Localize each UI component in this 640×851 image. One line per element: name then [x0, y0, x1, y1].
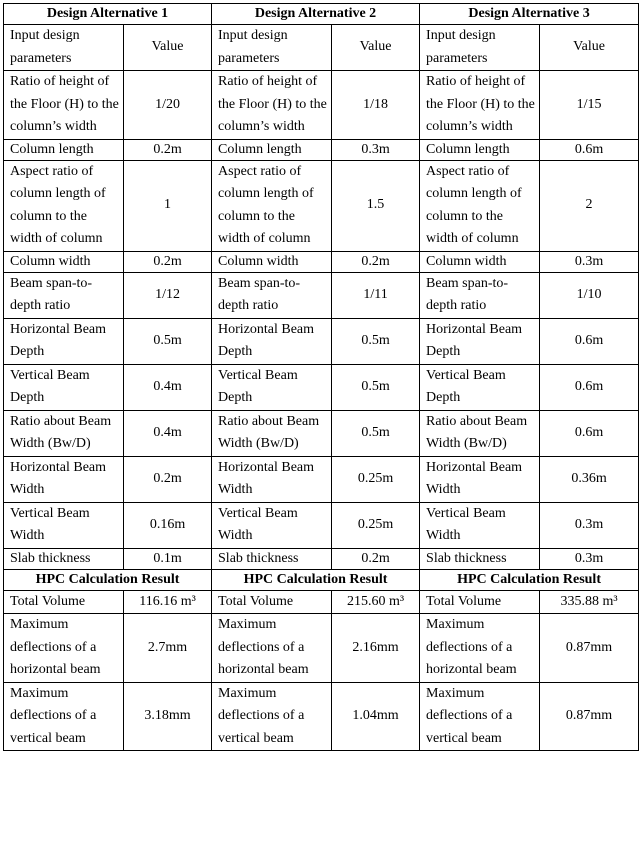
- parameter-value: 0.6m: [540, 318, 639, 364]
- parameter-label: Ratio about Beam Width (Bw/D): [420, 410, 540, 456]
- result-label: Maximum deflections of a horizontal beam: [212, 614, 332, 683]
- result-value: 116.16 m³: [124, 590, 212, 614]
- parameter-value: 0.6m: [540, 364, 639, 410]
- parameter-value: 0.5m: [332, 410, 420, 456]
- result-label: Maximum deflections of a vertical beam: [420, 682, 540, 751]
- parameter-label: Slab thickness: [212, 548, 332, 569]
- parameter-value: 0.6m: [540, 139, 639, 160]
- parameter-label: Ratio of height of the Floor (H) to the column’s width: [212, 71, 332, 140]
- parameter-label: Horizontal Beam Width: [212, 456, 332, 502]
- value-column-header: Value: [124, 25, 212, 71]
- parameter-value: 0.4m: [124, 410, 212, 456]
- parameter-value: 1/18: [332, 71, 420, 140]
- result-label: Maximum deflections of a horizontal beam: [420, 614, 540, 683]
- parameter-label: Slab thickness: [4, 548, 124, 569]
- parameter-row: [4, 251, 639, 272]
- param-column-header: Input design parameters: [4, 25, 124, 71]
- parameter-label: Horizontal Beam Width: [420, 456, 540, 502]
- result-row: [4, 614, 639, 683]
- alternative-header: Design Alternative 1: [4, 4, 212, 25]
- parameter-value: 0.2m: [332, 251, 420, 272]
- parameter-value: 0.3m: [540, 251, 639, 272]
- result-row: [4, 590, 639, 614]
- parameter-value: 1/20: [124, 71, 212, 140]
- parameter-value: 0.25m: [332, 502, 420, 548]
- parameter-value: 0.25m: [332, 456, 420, 502]
- parameter-label: Vertical Beam Depth: [420, 364, 540, 410]
- column-header-row: [4, 25, 639, 71]
- parameter-value: 1/11: [332, 272, 420, 318]
- parameter-label: Beam span-to-depth ratio: [4, 272, 124, 318]
- result-row: [4, 682, 639, 751]
- parameter-label: Ratio about Beam Width (Bw/D): [4, 410, 124, 456]
- parameter-row: [4, 71, 639, 140]
- parameter-row: [4, 410, 639, 456]
- parameter-label: Horizontal Beam Depth: [420, 318, 540, 364]
- result-value: 0.87mm: [540, 614, 639, 683]
- result-label: Total Volume: [4, 590, 124, 614]
- alternative-header: Design Alternative 2: [212, 4, 420, 25]
- parameter-label: Aspect ratio of column length of column to the width of column: [4, 160, 124, 251]
- parameter-value: 0.2m: [124, 456, 212, 502]
- parameter-value: 0.1m: [124, 548, 212, 569]
- parameter-value: 0.6m: [540, 410, 639, 456]
- parameter-label: Vertical Beam Width: [4, 502, 124, 548]
- parameter-label: Ratio of height of the Floor (H) to the column’s width: [4, 71, 124, 140]
- parameter-value: 1: [124, 160, 212, 251]
- result-label: Total Volume: [420, 590, 540, 614]
- alternative-header: HPC Calculation Result: [212, 569, 420, 590]
- parameter-row: [4, 272, 639, 318]
- parameter-row: [4, 139, 639, 160]
- value-column-header: Value: [332, 25, 420, 71]
- result-label: Total Volume: [212, 590, 332, 614]
- value-column-header: Value: [540, 25, 639, 71]
- alternative-header: HPC Calculation Result: [4, 569, 212, 590]
- parameter-value: 0.3m: [540, 548, 639, 569]
- parameter-label: Aspect ratio of column length of column to the width of column: [420, 160, 540, 251]
- parameter-value: 0.5m: [124, 318, 212, 364]
- parameter-value: 1/15: [540, 71, 639, 140]
- result-value: 215.60 m³: [332, 590, 420, 614]
- parameter-row: [4, 364, 639, 410]
- parameter-row: [4, 502, 639, 548]
- parameter-value: 0.4m: [124, 364, 212, 410]
- parameter-value: 0.16m: [124, 502, 212, 548]
- alternative-header: Design Alternative 3: [420, 4, 639, 25]
- parameter-value: 0.3m: [332, 139, 420, 160]
- param-column-header: Input design parameters: [420, 25, 540, 71]
- result-value: 3.18mm: [124, 682, 212, 751]
- parameter-row: [4, 160, 639, 251]
- result-value: 0.87mm: [540, 682, 639, 751]
- parameter-label: Column width: [420, 251, 540, 272]
- parameter-row: [4, 456, 639, 502]
- parameter-value: 0.2m: [124, 251, 212, 272]
- parameter-label: Beam span-to-depth ratio: [212, 272, 332, 318]
- parameter-value: 0.36m: [540, 456, 639, 502]
- parameter-value: 1.5: [332, 160, 420, 251]
- parameter-row: [4, 548, 639, 569]
- parameter-label: Vertical Beam Depth: [4, 364, 124, 410]
- parameter-label: Column width: [4, 251, 124, 272]
- param-column-header: Input design parameters: [212, 25, 332, 71]
- parameter-row: [4, 318, 639, 364]
- parameter-label: Horizontal Beam Depth: [4, 318, 124, 364]
- parameter-label: Horizontal Beam Width: [4, 456, 124, 502]
- parameter-value: 0.5m: [332, 364, 420, 410]
- parameter-label: Vertical Beam Width: [212, 502, 332, 548]
- alternative-header: HPC Calculation Result: [420, 569, 639, 590]
- design-alternatives-table: [3, 3, 639, 751]
- result-header-row: [4, 569, 639, 590]
- parameter-label: Column width: [212, 251, 332, 272]
- parameter-label: Aspect ratio of column length of column to the width of column: [212, 160, 332, 251]
- parameter-label: Vertical Beam Depth: [212, 364, 332, 410]
- parameter-value: 0.3m: [540, 502, 639, 548]
- result-label: Maximum deflections of a vertical beam: [212, 682, 332, 751]
- result-label: Maximum deflections of a vertical beam: [4, 682, 124, 751]
- parameter-value: 0.5m: [332, 318, 420, 364]
- result-label: Maximum deflections of a horizontal beam: [4, 614, 124, 683]
- parameter-value: 1/12: [124, 272, 212, 318]
- result-value: 2.7mm: [124, 614, 212, 683]
- parameter-value: 0.2m: [124, 139, 212, 160]
- parameter-label: Horizontal Beam Depth: [212, 318, 332, 364]
- result-value: 335.88 m³: [540, 590, 639, 614]
- parameter-label: Vertical Beam Width: [420, 502, 540, 548]
- parameter-value: 0.2m: [332, 548, 420, 569]
- parameter-value: 1/10: [540, 272, 639, 318]
- result-value: 1.04mm: [332, 682, 420, 751]
- parameter-label: Ratio of height of the Floor (H) to the column’s width: [420, 71, 540, 140]
- parameter-value: 2: [540, 160, 639, 251]
- parameter-label: Column length: [420, 139, 540, 160]
- parameter-label: Column length: [212, 139, 332, 160]
- parameter-label: Beam span-to-depth ratio: [420, 272, 540, 318]
- parameter-label: Slab thickness: [420, 548, 540, 569]
- parameter-label: Ratio about Beam Width (Bw/D): [212, 410, 332, 456]
- result-value: 2.16mm: [332, 614, 420, 683]
- alternatives-header-row: [4, 4, 639, 25]
- parameter-label: Column length: [4, 139, 124, 160]
